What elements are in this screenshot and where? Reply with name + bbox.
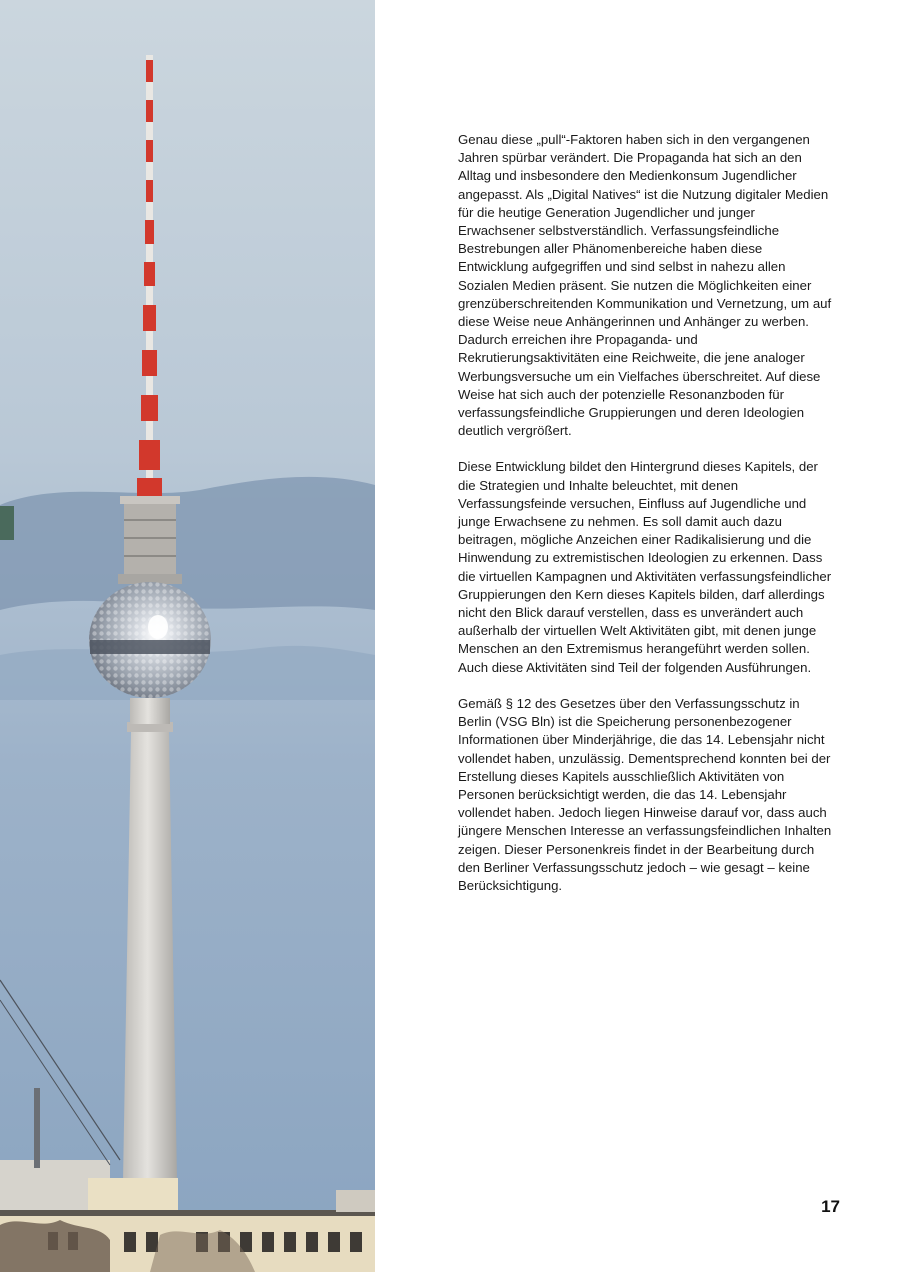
tower-upper-section: [118, 496, 182, 584]
body-text: [458, 131, 833, 913]
paragraph: Diese Entwicklung bildet den Hintergrund dieses Kapitels, der die Strategien und Inhalte beleuchtet, mit denen Verfassungsfeinde versuchen, Einfluss auf Jugendliche und junge Erwachsene zu nehmen. Es soll damit auch dazu beitragen, mögliche Anzeichen einer Radikalisierung und die Hinwendung zu extremistischen Ideologien zu erkennen. Dass die virtuellen Kampagnen und Aktivitäten verfassungsfeindlicher Gruppierungen den Kern dieses Kapitels bilden, darf allerdings nicht den Blick darauf verstellen, dass es unverändert auch außerhalb der virtuellen Welt Aktivitäten gibt, mit denen junge Menschen an den Extremismus herangeführt werden sollen. Auch diese Aktivitäten sind Teil der folgenden Ausführungen.: [458, 459, 832, 675]
cloud-band: [0, 477, 375, 610]
paragraph: Genau diese „pull“-Faktoren haben sich in den vergangenen Jahren spürbar verändert. Die Propaganda hat sich an den Alltag und insbesondere den Medienkonsum Jugendlicher angepasst. Als „Digital Natives“ ist die Nutzung digitaler Medien für die heutige Generation Jugendlicher und junger Erwachsener selbstverständlich. Verfassungsfeindliche Bestrebungen aller Phänomenbereiche haben diese Entwicklung aufgegriffen und sind selbst in nahezu allen Sozialen Medien präsent. Sie nutzen die Möglichkeiten einer grenzüberschreitenden Kommunikation und Vernetzung, um auf diese Weise neue Anhängerinnen und Anhänger zu werben. Dadurch erreichen ihre Propaganda- und Rekrutierungsaktivitäten eine Reichweite, die jene analoger Werbungsversuche um ein Vielfaches überschreitet. Auf diese Weise hat sich auch der potenzielle Resonanzboden für verfassungsfeindliche Gruppierungen und deren Ideologien deutlich vergrößert.: [458, 132, 832, 439]
paragraph: Gemäß § 12 des Gesetzes über den Verfassungsschutz in Berlin (VSG Bln) ist die Speicherung personenbezogener Informationen über Minderjährige, die das 14. Lebensjahr nicht vollendet haben, unzulässig. Dementsprechend konnten bei der Erstellung dieses Kapitels ausschließlich Aktivitäten von Personen berücksichtigt werden, die das 14. Lebensjahr vollendet haben. Jedoch liegen Hinweise darauf vor, dass auch jüngere Menschen Interesse an verfassungsfeindlichen Inhalten zeigen. Dieser Personenkreis findet in der Bearbeitung durch den Berliner Verfassungsschutz jedoch – wie gesagt – keine Berücksichtigung.: [458, 695, 832, 893]
page-number: 17: [821, 1197, 840, 1216]
tower-sphere: [89, 582, 211, 698]
tv-tower-photo: [0, 0, 375, 1272]
tower-shaft: [123, 698, 177, 1180]
